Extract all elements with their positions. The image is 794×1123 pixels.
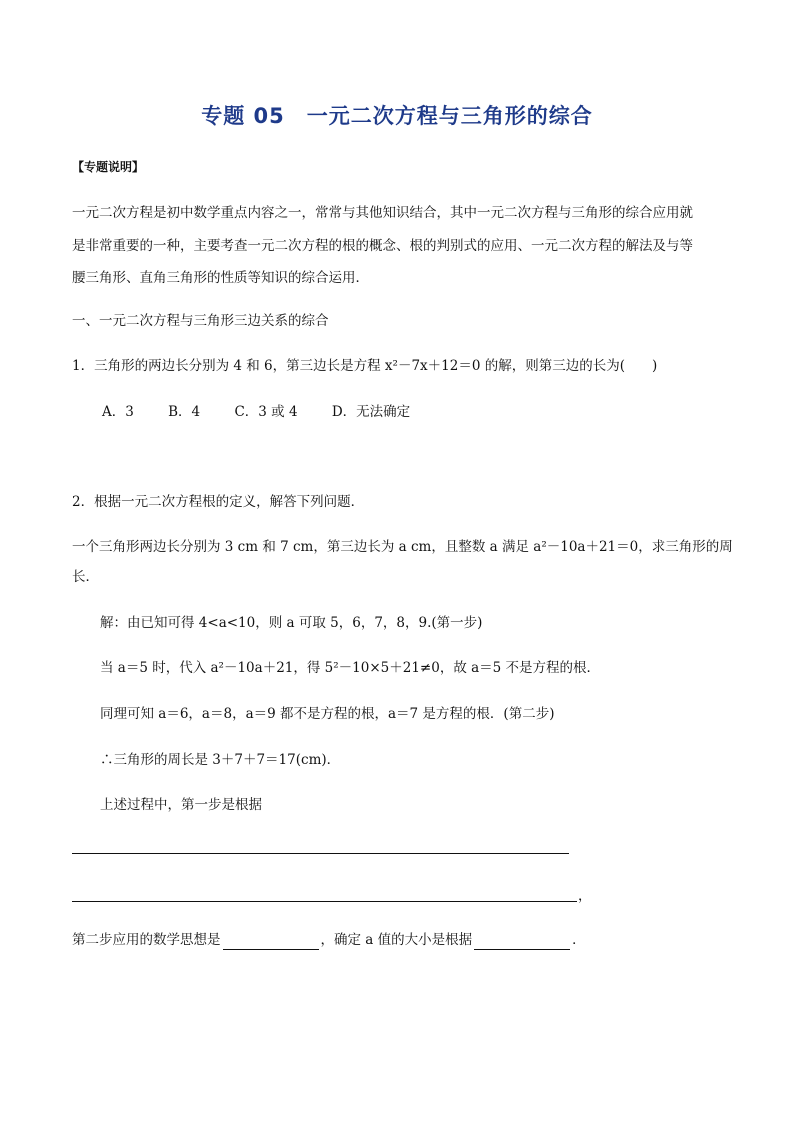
choice-d: D．无法确定	[331, 404, 411, 420]
solution-line-4: ∴三角形的周长是 3＋7＋7＝17(cm)．	[100, 752, 341, 768]
solution-line-3: 同理可知 a＝6，a＝8，a＝9 都不是方程的根，a＝7 是方程的根．(第二步)	[100, 706, 555, 722]
question-1-choices	[102, 400, 440, 420]
answer-blank-2-comma: ，	[578, 888, 592, 904]
answer-blank-2[interactable]	[72, 901, 577, 902]
answer-blank-4[interactable]	[474, 935, 570, 950]
part-heading: 一、一元二次方程与三角形三边关系的综合	[72, 313, 329, 329]
answer-blank-1[interactable]	[72, 853, 569, 854]
answer-blank-3[interactable]	[223, 935, 319, 950]
last-question-part-2: ，确定 a 值的大小是根据	[320, 932, 473, 948]
question-2-stem-1: 一个三角形两边长分别为 3 cm 和 7 cm，第三边长为 a cm，且整数 a 满足 a²－10a＋21＝0，求三角形的周	[72, 539, 733, 555]
choice-c: C．3 或 4	[234, 404, 298, 420]
intro-line-3: 腰三角形、直角三角形的性质等知识的综合运用．	[72, 270, 369, 286]
choice-b: B．4	[168, 404, 201, 420]
last-question-part-1: 第二步应用的数学思想是	[72, 932, 221, 948]
last-question-line	[72, 930, 586, 950]
solution-line-2: 当 a＝5 时，代入 a²－10a＋21，得 5²－10×5＋21≠0，故 a＝5 不是方程的根．	[100, 660, 601, 676]
question-2-stem-2: 长．	[72, 569, 99, 585]
solution-line-5: 上述过程中，第一步是根据	[100, 797, 262, 813]
intro-line-1: 一元二次方程是初中数学重点内容之一，常常与其他知识结合，其中一元二次方程与三角形的综合应用就	[72, 205, 693, 221]
intro-line-2: 是非常重要的一种，主要考查一元二次方程的根的概念、根的判别式的应用、一元二次方程的解法及与等	[72, 238, 693, 254]
choice-a: A．3	[102, 404, 134, 420]
solution-line-1: 解：由已知可得 4<a<10，则 a 可取 5，6，7，8，9.(第一步)	[100, 615, 483, 631]
question-2-intro: 2．根据一元二次方程根的定义，解答下列问题．	[72, 494, 365, 510]
question-1: 1．三角形的两边长分别为 4 和 6，第三边长是方程 x²－7x＋12＝0 的解，则第三边的长为( )	[72, 358, 658, 374]
page-title: 专题 05 一元二次方程与三角形的综合	[201, 104, 593, 128]
section-label: 【专题说明】	[72, 160, 145, 174]
last-question-part-3: ．	[572, 932, 586, 948]
